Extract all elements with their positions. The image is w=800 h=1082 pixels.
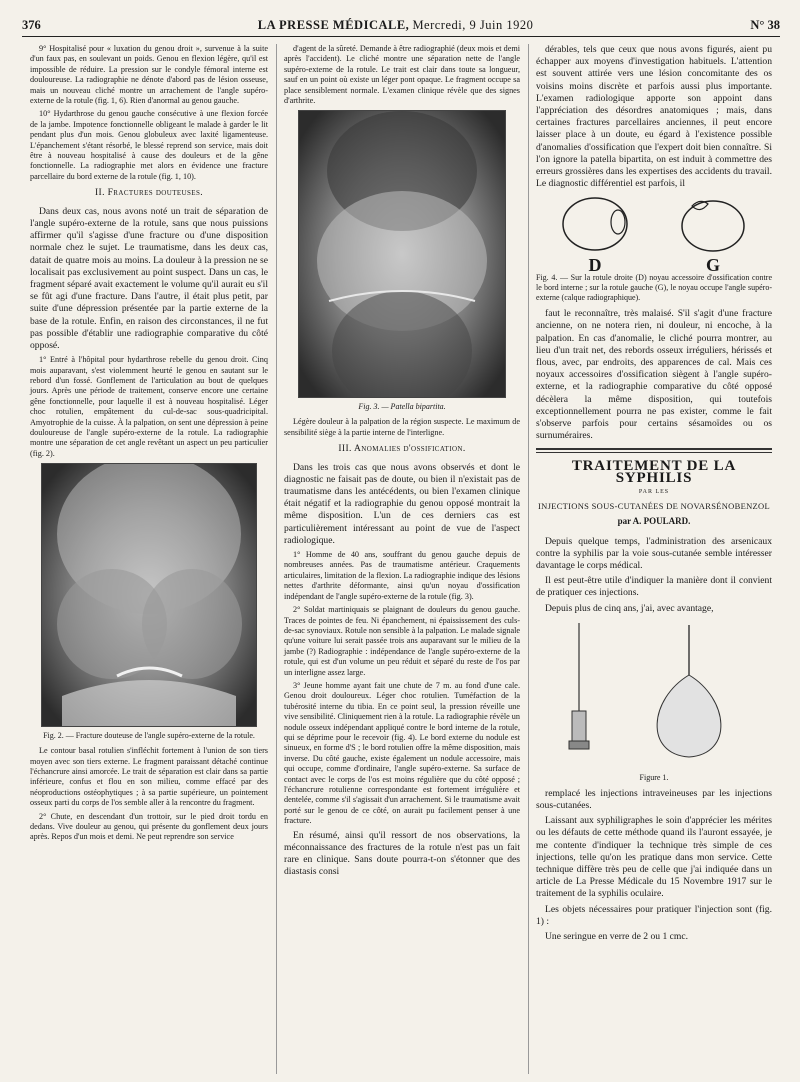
figure-1-syringe [539,619,769,769]
paragraph: Laissant aux syphiligraphes le soin d'apprécier les mérites ou les défauts de cette méthode quand ils l'auront essayée, je me contente d'indiquer la technique très simple de ces injections, telle qu'on les pratique dans mon service. Cette technique diffère très peu de celle que j'ai indiquée dans un article de La Presse Médicale du 15 Novembre 1917 sur le traitement de la syphilis oculaire. [536,815,772,900]
paragraph: Depuis plus de cinq ans, j'ai, avec avantage, [545,602,714,614]
column-1 [30,44,268,846]
figure-2-radiograph [41,463,257,727]
syringe-illustration [539,619,769,769]
article-subtitle: INJECTIONS SOUS-CUTANÉES DE NOVARSÉNOBENZOL [538,500,770,511]
figure-1-caption: Figure 1. [639,772,669,782]
paragraph: Une seringue en verre de 2 ou 1 cmc. [545,930,689,942]
paragraph: 9° Hospitalisé pour « luxation du genou droit », survenue à la suite d'un faux pas, en soulevant un poids. Genou en flexion légère, qu'il est impossible de réduire. La pression sur le condyle fémoral interne est douloureuse. La radiographie ne dénote d'abord pas de lésion osseuse, mais un nouveau cliché montre un arrachement de l'angle supéro-externe de la rotule (fig. 1, 6). Rien d'anormal au genou gauche. [30,44,268,106]
section-heading: II. Fractures douteuses. [94,188,204,199]
article-separator [536,452,772,453]
paragraph: Depuis quelque temps, l'administration des arsenicaux contre la syphilis par la voie sous-cutanée semble intéresser davantage le corps médical. [536,535,772,571]
paragraph: Les objets nécessaires pour pratiquer l'injection sont (fig. 1) : [536,903,772,927]
figure-3-caption: Fig. 3. — Patella bipartita. [358,402,446,412]
paragraph: remplacé les injections intraveineuses par les injections sous-cutanées. [536,787,772,811]
radiograph-image [299,111,505,397]
figure-4-right-patella [560,194,630,275]
section-heading: III. Anomalies d'ossification. [338,444,466,455]
paragraph: En résumé, ainsi qu'il ressort de nos observations, la méconnaissance des fractures de la rotule n'est pas un fait rare en clinique. Sans doute pourra-t-on s'étonner que des diastasis consi [284,829,520,878]
column-3 [536,44,772,946]
patella-outline-g [678,194,748,254]
paragraph: 3° Jeune homme ayant fait une chute de 7 m. au fond d'une cale. Genou droit douloureux. Léger choc rotulien. Tuméfaction de la tubérosité interne du tibia. En ce point seul, la pression réveille une vive sensibilité. Cliniquement rien à la rotule. La radiographie révèle un nodule osseux indépendant appliqué contre le bord interne de la rotule, qui se déprime pour le recevoir (fig. 4). Le bord externe du nodule est sinueux, en forme d'S ; le bord rotulien offre la même disposition, mais inverse. Du côté gauche, existe également un nodule accessoire, mais qui occupe, comme d'ordinaire, l'angle supéro-externe. Sa surface de contact avec le corps de l'os est moins régulière que du côté opposé ; l'échancrure rotulienne correspondante est fortement irrégulière et dentelée, comme s'il s'agissait d'un arrachement. Si le traumatisme avait porté sur le genou de ce côté, on aurait pu facilement penser à une fracture. [284,680,520,826]
page-number: 376 [22,17,41,32]
page-header [22,14,780,36]
paragraph: 2° Soldat martiniquais se plaignant de douleurs du genou gauche. Traces de pointes de feu. Ni épanchement, ni épaississement des culs-de-sac synoviaux. Rotule non sensible à la palpation. Le malade signale qu'une voiture lui serait passée trois ans auparavant sur le milieu de la jambe (?) Radiographie : indépendance de l'angle supéro-externe de la rotule, qui est d'un volume un peu réduit et séparé du reste de l'os par un interligne assez large. [284,605,520,677]
issue-number: N° 38 [750,17,780,32]
header-rule [22,36,780,37]
article-author: par A. POULARD. [617,516,691,527]
article-separator [536,448,772,450]
figure-2-caption: Fig. 2. — Fracture douteuse de l'angle supéro-externe de la rotule. [43,731,255,741]
column-divider [276,44,277,1074]
figure-4-label: D [588,254,602,275]
paragraph: dérables, tels que ceux que nous avons figurés, aient pu échapper aux moyens d'investigation habituels. L'attention est souvent attirée vers une lésion concomitante des os voisins moins discrète et parfois aussi plus importante. L'examen radiologique apporte son appoint dans l'appréciation des désordres anatomiques ; mais, dans certaines fractures parcellaires anciennes, il peut encore laisser place à un doute, eu égard à l'existence possible d'anomalies d'ossification que l'expert doit bien connaître. Si l'on ignore la patella bipartita, on est induit à commettre des erreurs grossières dans les expertises des accidents du travail. Le diagnostic différentiel est parfois, il [536,44,772,190]
journal-title: LA PRESSE MÉDICALE, [257,17,410,32]
figure-4-tracing [536,194,772,275]
paragraph: faut le reconnaître, très malaisé. S'il s'agit d'une fracture ancienne, on ne notera rien, ni douleur, ni encoche, à la palpation. En cas d'anomalie, le cliché pourra montrer, au lieu d'un trait net, des rebords osseux irréguliers, hérissés et flous, avec, par endroits, des apparences de cal. Mais ces noyaux accessoires d'ossification siègent à l'angle supéro-externe, et la radiographie comparative du côté opposé décèlera la même disposition, qui toutefois exceptionnellement pourra ne pas exister, comme le fait s'observe parfois pour certains sésamoïdes ou os surnuméraires. [536,308,772,442]
paragraph: 1° Homme de 40 ans, souffrant du genou gauche depuis de nombreuses années. Pas de traumatisme antérieur. Craquements articulaires, limitation de la flexion. La radiographie indique des lésions nettes d'arthrite déformante, ainsi qu'un noyau d'ossification indépendant de l'angle supéro-externe de la rotule (fig. 3). [284,550,520,601]
article-title: TRAITEMENT DE LA SYPHILIS [571,458,737,486]
paragraph: Légère douleur à la palpation de la région suspecte. Le maximum de sensibilité siège à la partie interne de l'interligne. [284,417,520,437]
patella-outline-d [560,194,630,254]
figure-3-radiograph [298,110,506,398]
paragraph: 10° Hydarthrose du genou gauche consécutive à une flexion forcée de la jambe. Impotence fonctionnelle obligeant le malade à garder le lit pendant plus d'un mois. Genou globuleux avec laxité ligamenteuse. L'épanchement s'étant résorbé, le blessé reprend son service, mais doit être à nouveau hospitalisé à cause des douleurs et de la gêne fonctionnelle. La radiographie met alors en évidence une fracture parcellaire du bord externe de la rotule (fig. 1, 10). [30,109,268,181]
paragraph: d'agent de la sûreté. Demande à être radiographié (deux mois et demi après l'accident). Le cliché montre une séparation nette de l'angle supéro-externe de la rotule. Le trait est clair dans toute sa longueur, sauf en un point où existe un léger pont opaque. Le fragment occupe sa place sensiblement normale. L'examen clinique révèle que des signes d'arthrite. [284,44,520,106]
paragraph: Il est peut-être utile d'indiquer la manière dont il convient de pratiquer ces injections. [536,575,772,599]
figure-4-label: G [705,254,720,275]
radiograph-image [42,464,256,726]
paragraph: Dans deux cas, nous avons noté un trait de séparation de l'angle supéro-externe de la rotule, sans que nous puissions affirmer qu'il s'agisse d'une fracture ou d'une disposition normale chez le sujet. Le traumatisme, dans les deux cas, datait de quatre mois au moins. La douleur à la pression ne se localisait pas exclusivement au point suspect. Dans un cas, le fragment séparé avait exactement le volume qu'il aurait eu s'il se fût agi d'une fracture. Dans l'autre, il était plus petit, par suite d'une dépression présentée par la partie externe de la base de la rotule. Enfin, en raison des circonstances, il ne fut pas possible d'établir une radiographie comparative du côté opposé. [30,205,268,351]
article-par: PAR LES [638,489,670,496]
journal-masthead [258,18,534,33]
paragraph: Le contour basal rotulien s'infléchit fortement à l'union de son tiers moyen avec son tiers externe. Le fragment paraissant détaché continue l'échancrure ainsi amorcée. Le trait de séparation est clair dans sa partie inférieure, confus et flou en son milieu, comme effacé par des néoproductions ostéophytiques ; à sa partie supérieure, un pointement osseux parti du corps de l'os semble aller à la rencontre du fragment. [30,746,268,808]
paragraph: Dans les trois cas que nous avons observés et dont le diagnostic ne faisait pas de doute, ou bien il n'existait pas de traumatisme dans les antécédents, ou bien l'examen clinique était négatif et la radiographie du genou opposé montrait la même disposition. L'un de ces derniers cas est particulièrement intéressant au point de vue de l'aspect radiologique. [284,461,520,546]
column-2 [284,44,520,881]
issue-date: Mercredi, 9 Juin 1920 [412,17,534,32]
column-divider [528,44,529,1074]
paragraph: 1° Entré à l'hôpital pour hydarthrose rebelle du genou droit. Cinq mois auparavant, s'est violemment heurté le genou en sautant sur le rebord d'un fossé. Gonflement de l'articulation au bout de quelques jours. Après une période de traitement, conserve encore une certaine gêne fonctionnelle, pour laquelle il est à nouveau hospitalisé. Léger choc rotulien, empâtement du cul-de-sac sous-quadricipital. Amyotrophie de la cuisse. À la palpation, on sent une dépression à peine douloureuse de l'angle supéro-externe de la rotule. La radiographie montre une séparation de cet angle revêtant un aspect un peu particulier (fig. 2). [30,355,268,458]
figure-4-caption: Fig. 4. — Sur la rotule droite (D) noyau accessoire d'ossification contre le bord interne ; sur la rotule gauche (G), le noyau occupe l'angle supéro-externe (calque radiographique). [536,273,772,303]
paragraph: 2° Chute, en descendant d'un trottoir, sur le pied droit tordu en dedans. Vive douleur au genou, qui présente du gonflement deux jours après. Repos d'un mois et demi. Ne peut reprendre son service [30,811,268,842]
figure-4-left-patella [678,194,748,275]
